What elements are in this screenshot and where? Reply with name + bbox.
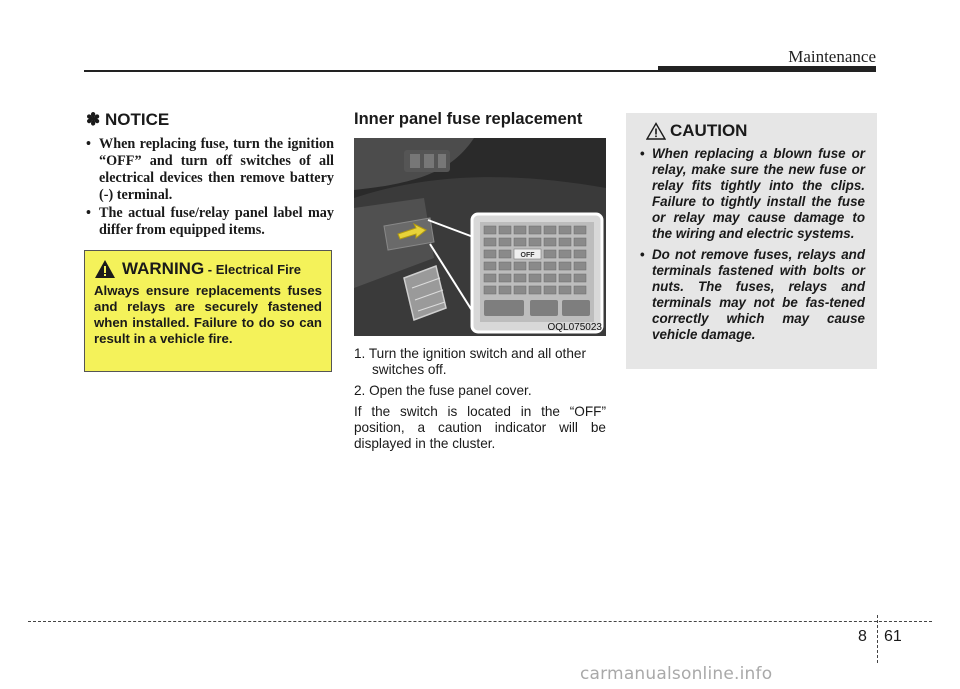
notice-title: ✽ NOTICE bbox=[86, 110, 170, 129]
notice-item: • The actual fuse/relay panel label may differ from equipped items. bbox=[86, 205, 334, 239]
section-title: Inner panel fuse replacement bbox=[354, 110, 583, 128]
step-1: 1. Turn the ignition switch and all other switches off. bbox=[354, 346, 586, 377]
warning-subtitle: - Electrical Fire bbox=[204, 262, 301, 277]
caution-header bbox=[646, 121, 865, 141]
caution-box bbox=[626, 113, 877, 369]
page-number-separator bbox=[877, 615, 878, 663]
header-rule-thin bbox=[84, 70, 658, 72]
notice-item: • When replacing fuse, turn the ignition “OFF” and turn off switches of all electrical devices then remove battery (-) terminal. bbox=[86, 136, 334, 204]
fuse-off-label: OFF bbox=[520, 252, 535, 259]
off-position-note: If the switch is located in the “OFF” position, a caution indicator will be displayed in the cluster. bbox=[354, 404, 606, 451]
figure-caption: OQL075023 bbox=[547, 322, 602, 333]
header-section-title: Maintenance bbox=[788, 47, 876, 66]
procedure-steps bbox=[354, 346, 606, 457]
warning-triangle-icon bbox=[94, 259, 116, 279]
fuse-panel-illustration bbox=[354, 138, 606, 336]
notice-block bbox=[86, 110, 334, 240]
step-2: 2. Open the fuse panel cover. bbox=[354, 383, 532, 398]
caution-item: • When replacing a blown fuse or relay, make sure the new fuse or relay fits tightly into the clips. Failure to tightly install the fuse or relay may cause damage to the wiring and electric systems. bbox=[640, 146, 865, 242]
page-number: 61 bbox=[884, 628, 902, 645]
fuse-panel-figure bbox=[354, 138, 606, 336]
watermark: carmanualsonline.info bbox=[580, 664, 773, 684]
caution-triangle-icon bbox=[646, 122, 666, 140]
header-rule-thick bbox=[658, 66, 876, 72]
caution-item: • Do not remove fuses, relays and terminals fastened with bolts or nuts. The fuses, relays and terminals may not be fas-tened correctly which may cause vehicle damage. bbox=[640, 247, 865, 343]
warning-header bbox=[94, 259, 322, 279]
notice-list bbox=[86, 136, 334, 239]
footer-rule bbox=[28, 621, 932, 622]
warning-title: WARNING bbox=[122, 259, 205, 278]
caution-list bbox=[640, 146, 865, 343]
warning-body: Always ensure replacements fuses and relays are securely fastened when installed. Failure to do so can result in a vehicle fire. bbox=[94, 283, 322, 346]
chapter-number: 8 bbox=[858, 628, 867, 645]
caution-title: CAUTION bbox=[670, 121, 748, 140]
warning-box bbox=[84, 250, 332, 372]
